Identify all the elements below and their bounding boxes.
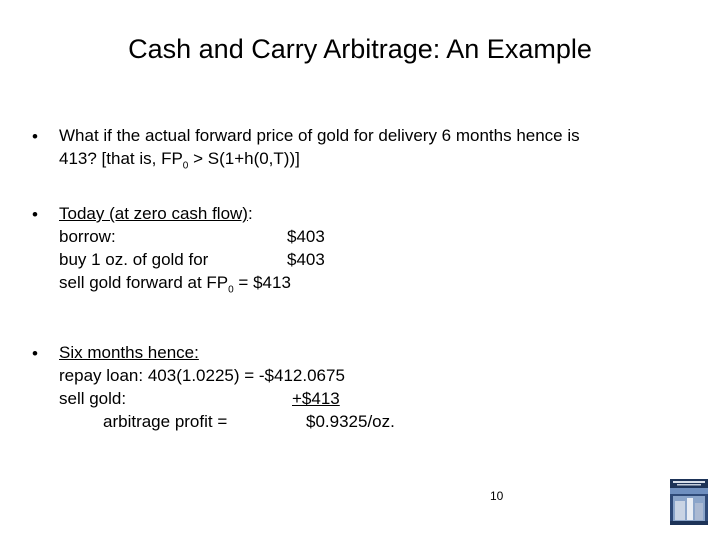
buy-gold-label: buy 1 oz. of gold for bbox=[59, 250, 209, 269]
sell-forward-row bbox=[59, 271, 291, 294]
profit-label: arbitrage profit = bbox=[103, 412, 228, 431]
repay-row: repay loan: 403(1.0225) = -$412.0675 bbox=[59, 366, 345, 385]
bullet-2-heading bbox=[59, 202, 291, 225]
bullet-1-line-1: What if the actual forward price of gold for delivery 6 months hence is bbox=[59, 126, 580, 145]
sell-gold-row bbox=[59, 387, 345, 410]
bullet-marker: • bbox=[32, 344, 38, 363]
bullet-3-heading bbox=[59, 341, 345, 364]
buy-gold-value: $403 bbox=[287, 250, 325, 269]
bullet-marker: • bbox=[32, 127, 38, 146]
slide-title: Cash and Carry Arbitrage: An Example bbox=[128, 34, 592, 64]
profit-value: $0.9325/oz. bbox=[306, 412, 395, 431]
buy-gold-row bbox=[59, 248, 325, 271]
page-number: 10 bbox=[490, 489, 504, 503]
book-cover-icon bbox=[670, 479, 708, 525]
sell-forward-label: sell gold forward at FP bbox=[59, 273, 229, 292]
fp-label: 413? [that is, FP bbox=[59, 149, 183, 168]
sell-gold-label: sell gold: bbox=[59, 389, 127, 408]
today-heading: Today (at zero cash flow) bbox=[59, 204, 248, 223]
inequality-text: > S(1+h(0,T))] bbox=[188, 149, 300, 168]
fp-subscript: 0 bbox=[228, 284, 234, 296]
fp-subscript: 0 bbox=[182, 160, 189, 172]
bullet-1-line-2 bbox=[59, 147, 580, 170]
bullet-2 bbox=[59, 202, 325, 296]
sell-forward-value: = $413 bbox=[233, 273, 291, 292]
bullet-marker: • bbox=[32, 205, 38, 224]
borrow-row bbox=[59, 225, 325, 248]
borrow-label: borrow: bbox=[59, 227, 116, 246]
borrow-value: $403 bbox=[287, 227, 325, 246]
profit-row bbox=[59, 410, 395, 433]
bullet-1 bbox=[59, 124, 580, 170]
heading-colon: : bbox=[247, 204, 253, 223]
sell-gold-value: +$413 bbox=[292, 389, 340, 408]
six-months-heading: Six months hence: bbox=[59, 343, 199, 362]
bullet-3 bbox=[59, 341, 395, 433]
